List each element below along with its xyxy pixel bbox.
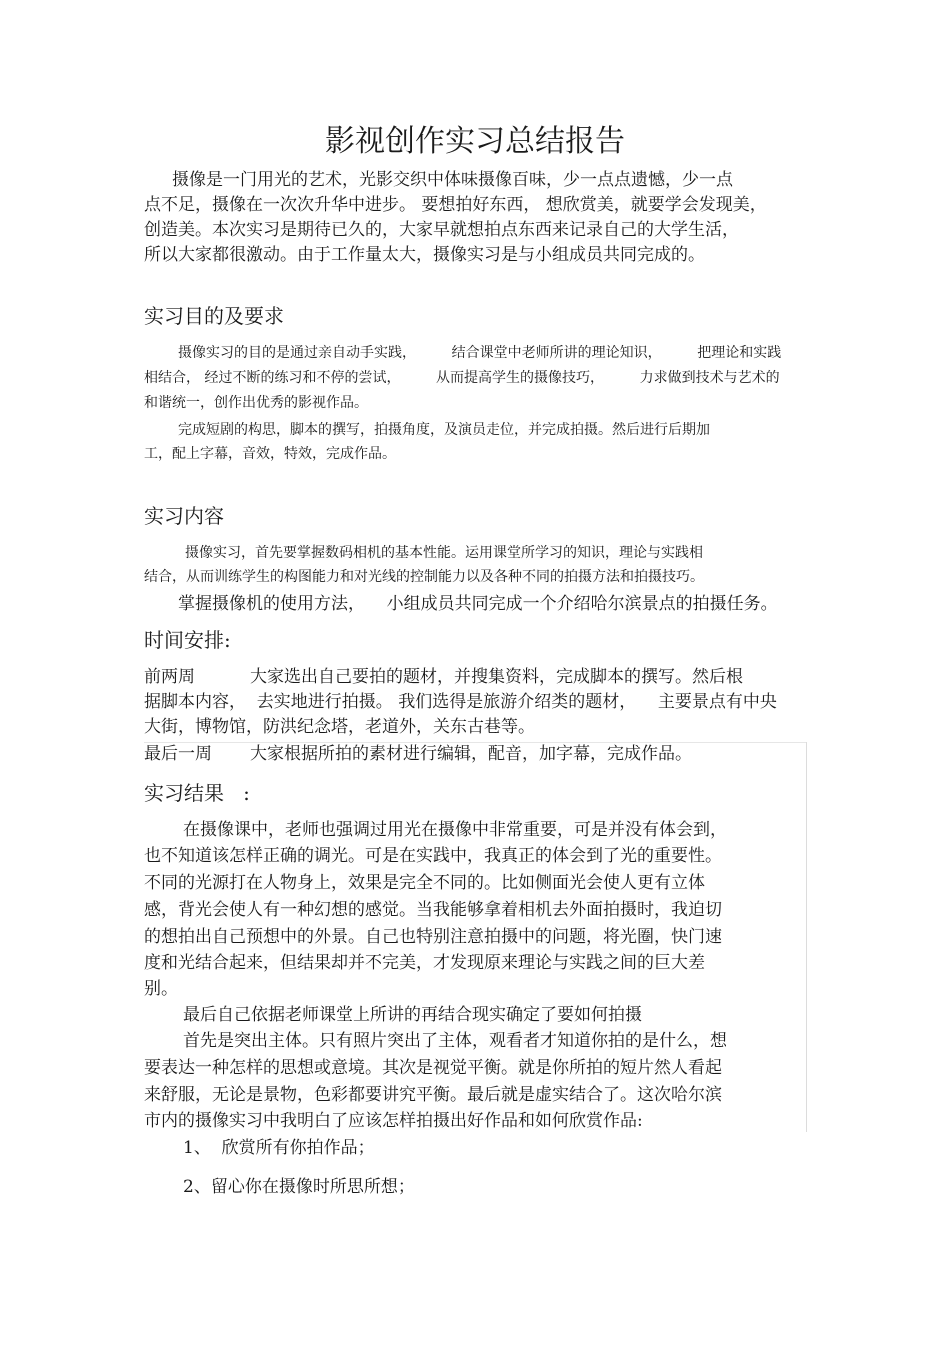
results-line: 也不知道该怎样正确的调光。可是在实践中，我真正的体会到了光的重要性。 bbox=[144, 846, 722, 866]
purpose-line: 工，配上字幕，音效，特效，完成作品。 bbox=[144, 446, 396, 462]
section-heading-results: 实习结果 : bbox=[144, 781, 250, 805]
list-item: 1、 欣赏所有你拍作品； bbox=[183, 1138, 375, 1158]
divider-line bbox=[806, 742, 807, 1132]
results-line: 不同的光源打在人物身上，效果是完全不同的。比如侧面光会使人更有立体 bbox=[144, 873, 705, 893]
schedule-line: 大家选出自己要拍的题材，并搜集资料，完成脚本的撰写。然后根 bbox=[250, 667, 743, 687]
purpose-line: 和谐统一，创作出优秀的影视作品。 bbox=[144, 395, 368, 411]
results-line: 要表达一种怎样的思想或意境。其次是视觉平衡。就是你所拍的短片然人看起 bbox=[144, 1058, 722, 1078]
document-title: 影视创作实习总结报告 bbox=[325, 124, 625, 159]
purpose-line: 摄像实习的目的是通过亲自动手实践， 结合课堂中老师所讲的理论知识， 把理论和实践 bbox=[178, 345, 782, 361]
intro-line: 所以大家都很激动。由于工作量太大，摄像实习是与小组成员共同完成的。 bbox=[144, 245, 705, 265]
results-line: 别。 bbox=[144, 979, 178, 999]
section-heading-schedule: 时间安排: bbox=[144, 628, 231, 652]
results-line: 感，背光会使人有一种幻想的感觉。当我能够拿着相机去外面拍摄时，我迫切 bbox=[144, 900, 722, 920]
results-line: 的想拍出自己预想中的外景。自己也特别注意拍摄中的问题，将光圈，快门速 bbox=[144, 927, 722, 947]
content-line: 掌握摄像机的使用方法， 小组成员共同完成一个介绍哈尔滨景点的拍摄任务。 bbox=[178, 594, 778, 614]
results-line: 来舒服，无论是景物，色彩都要讲究平衡。最后就是虚实结合了。这次哈尔滨 bbox=[144, 1085, 722, 1105]
schedule-line: 大家根据所拍的素材进行编辑，配音，加字幕，完成作品。 bbox=[250, 744, 692, 764]
schedule-line: 大街，博物馆，防洪纪念塔，老道外，关东古巷等。 bbox=[144, 717, 535, 737]
purpose-line: 完成短剧的构思，脚本的撰写，拍摄角度，及演员走位，并完成拍摄。然后进行后期加 bbox=[178, 422, 710, 438]
intro-line: 摄像是一门用光的艺术，光影交织中体味摄像百味，少一点点遗憾，少一点 bbox=[172, 170, 733, 190]
purpose-line: 相结合， 经过不断的练习和不停的尝试， 从而提高学生的摄像技巧， 力求做到技术与艺术的 bbox=[144, 370, 780, 386]
schedule-line: 据脚本内容， 去实地进行拍摄。 我们选得是旅游介绍类的题材， 主要景点有中央 bbox=[144, 692, 777, 712]
list-item: 2、留心你在摄像时所思所想； bbox=[183, 1177, 415, 1197]
schedule-period-label: 最后一周 bbox=[144, 744, 212, 764]
content-line: 结合，从而训练学生的构图能力和对光线的控制能力以及各种不同的拍摄方法和拍摄技巧。 bbox=[144, 569, 704, 585]
results-line: 在摄像课中，老师也强调过用光在摄像中非常重要，可是并没有体会到， bbox=[183, 820, 727, 840]
results-line: 首先是突出主体。只有照片突出了主体，观看者才知道你拍的是什么，想 bbox=[183, 1031, 727, 1051]
results-line: 度和光结合起来，但结果却并不完美，才发现原来理论与实践之间的巨大差 bbox=[144, 953, 705, 973]
results-line: 市内的摄像实习中我明白了应该怎样拍摄出好作品和如何欣赏作品: bbox=[144, 1111, 643, 1131]
intro-line: 点不足，摄像在一次次升华中进步。 要想拍好东西， 想欣赏美，就要学会发现美， bbox=[144, 195, 767, 215]
content-line: 摄像实习，首先要掌握数码相机的基本性能。运用课堂所学习的知识，理论与实践相 bbox=[185, 545, 703, 561]
section-heading-purpose: 实习目的及要求 bbox=[144, 304, 284, 328]
section-heading-content: 实习内容 bbox=[144, 504, 224, 528]
results-line: 最后自己依据老师课堂上所讲的再结合现实确定了要如何拍摄 bbox=[183, 1005, 642, 1025]
schedule-period-label: 前两周 bbox=[144, 667, 195, 687]
intro-line: 创造美。本次实习是期待已久的，大家早就想拍点东西来记录自己的大学生活， bbox=[144, 220, 739, 240]
